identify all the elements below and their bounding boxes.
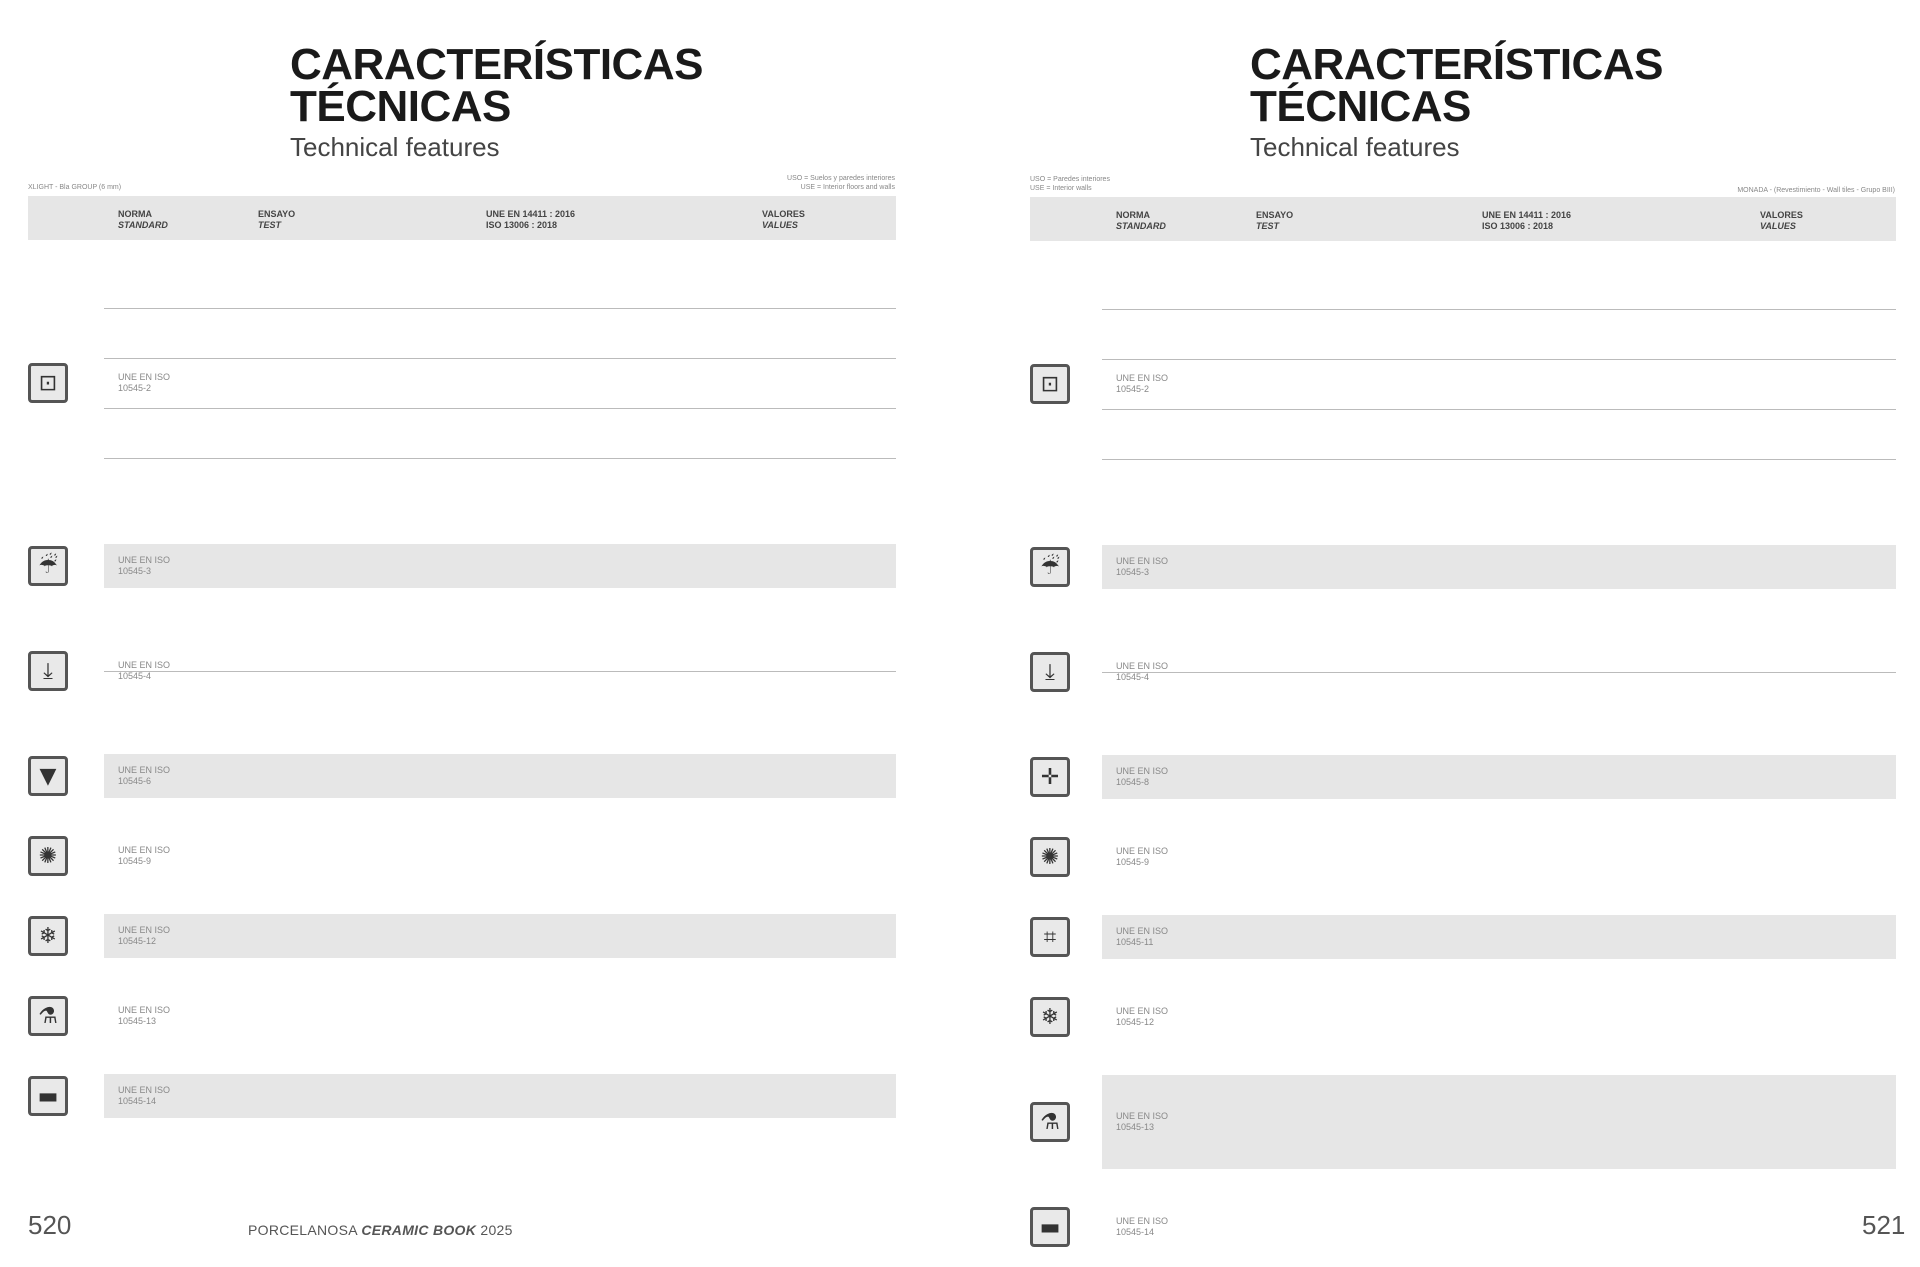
usage-note-line: USE = Interior walls <box>1030 185 1092 192</box>
table-row <box>1102 459 1896 509</box>
norma-line: 10545-6 <box>118 776 152 786</box>
norma-label <box>1116 766 1168 788</box>
table-row <box>104 358 896 409</box>
table-row <box>104 834 896 878</box>
footer-brand <box>248 1222 513 1238</box>
table-row-group <box>28 606 896 736</box>
table-row <box>1102 545 1896 589</box>
norma-line: UNE EN ISO <box>118 1085 171 1095</box>
table-row <box>1102 1122 1896 1169</box>
chemical-icon: ⚗ <box>28 996 68 1036</box>
product-note: MONADA - (Revestimiento - Wall tiles - Grupo BIII) <box>1737 187 1895 194</box>
norma-label <box>1116 846 1168 868</box>
table-row <box>104 994 896 1038</box>
usage-note <box>1030 175 1110 193</box>
table-row-group <box>1030 737 1896 817</box>
stain-icon: ▬ <box>28 1076 68 1116</box>
norma-line: UNE EN ISO <box>118 765 171 775</box>
norma-line: UNE EN ISO <box>118 555 171 565</box>
table-row-group <box>28 976 896 1056</box>
norma-label <box>1116 1216 1168 1238</box>
norma-line: UNE EN ISO <box>1116 1111 1169 1121</box>
norma-line: UNE EN ISO <box>118 925 171 935</box>
norma-line: UNE EN ISO <box>1116 846 1169 856</box>
thermal-shock-icon: ✺ <box>1030 837 1070 877</box>
table-row-group <box>28 736 896 816</box>
norma-line: 10545-9 <box>1116 857 1150 867</box>
table-row-group <box>28 240 896 526</box>
table-body <box>1030 241 1896 1267</box>
title-line-1: CARACTERÍSTICAS <box>1250 40 1663 89</box>
norma-label <box>1116 373 1168 395</box>
stain-icon: ▬ <box>1030 1207 1070 1247</box>
norma-line: 10545-14 <box>1116 1227 1155 1237</box>
table-row <box>104 754 896 798</box>
page-title <box>290 40 703 131</box>
table-row-group <box>1030 527 1896 607</box>
usage-note-line: USO = Suelos y paredes interiores <box>787 175 895 182</box>
table-row-group <box>1030 607 1896 737</box>
abrasion-icon: ▼ <box>28 756 68 796</box>
table-row-group <box>28 1056 896 1136</box>
book-name: CERAMIC BOOK <box>361 1222 477 1238</box>
norma-line: 10545-3 <box>1116 567 1150 577</box>
dimension-icon: ⊡ <box>28 363 68 403</box>
page-subtitle: Technical features <box>1250 132 1460 162</box>
norma-line: 10545-13 <box>1116 1122 1155 1132</box>
header-ensayo: ENSAYO TEST <box>1256 210 1294 231</box>
features-table <box>28 196 896 1136</box>
norma-line: 10545-2 <box>1116 384 1150 394</box>
norma-line: UNE EN ISO <box>118 845 171 855</box>
table-row-group <box>28 816 896 896</box>
table-body <box>28 240 896 1136</box>
norma-line: 10545-9 <box>118 856 152 866</box>
title-line-1: CARACTERÍSTICAS <box>290 40 703 89</box>
table-row <box>1102 995 1896 1039</box>
page-title <box>1250 40 1663 131</box>
norma-line: 10545-13 <box>118 1016 157 1026</box>
dimension-icon: ⊡ <box>1030 364 1070 404</box>
norma-label <box>118 925 170 947</box>
table-row <box>104 914 896 958</box>
table-row <box>1102 915 1896 959</box>
header-une: UNE EN 14411 : 2016 ISO 13006 : 2018 <box>486 209 576 230</box>
norma-label <box>118 372 170 394</box>
table-row <box>104 458 896 508</box>
table-row-group <box>1030 897 1896 977</box>
title-line-2: TÉCNICAS <box>1250 82 1471 131</box>
page-subtitle: Technical features <box>290 132 500 162</box>
table-row <box>1102 672 1896 719</box>
book-year: 2025 <box>480 1222 513 1238</box>
table-row <box>1102 309 1896 360</box>
norma-line: UNE EN ISO <box>1116 1216 1169 1226</box>
table-row <box>1102 755 1896 799</box>
table-row <box>104 308 896 359</box>
frost-icon: ❄ <box>28 916 68 956</box>
table-row <box>104 624 896 672</box>
norma-label <box>118 845 170 867</box>
norma-line: 10545-12 <box>1116 1017 1155 1027</box>
bending-icon: ⤓ <box>28 651 68 691</box>
table-row <box>104 258 896 309</box>
bending-icon: ⤓ <box>1030 652 1070 692</box>
table-row <box>1102 259 1896 310</box>
header-valores: VALORES VALUES <box>762 209 805 230</box>
water-drops-icon: ☔ <box>1030 547 1070 587</box>
water-drops-icon: ☔ <box>28 546 68 586</box>
norma-line: UNE EN ISO <box>1116 1006 1169 1016</box>
norma-line: 10545-3 <box>118 566 152 576</box>
norma-line: UNE EN ISO <box>1116 556 1169 566</box>
norma-line: 10545-8 <box>1116 777 1150 787</box>
table-row-group <box>28 896 896 976</box>
header-norma: NORMA STANDARD <box>118 209 168 230</box>
norma-line: UNE EN ISO <box>1116 373 1169 383</box>
norma-line: 10545-11 <box>1116 937 1154 947</box>
page-number: 521 <box>1862 1210 1906 1240</box>
norma-line: UNE EN ISO <box>118 372 171 382</box>
norma-line: 10545-4 <box>118 671 152 681</box>
header-une: UNE EN 14411 : 2016 ISO 13006 : 2018 <box>1482 210 1572 231</box>
right-page <box>1000 0 1920 1257</box>
table-row <box>1102 409 1896 460</box>
norma-label <box>1116 1006 1168 1028</box>
norma-line: UNE EN ISO <box>1116 766 1169 776</box>
page-number: 520 <box>28 1210 72 1240</box>
product-note: XLIGHT - Bla GROUP (6 mm) <box>28 184 122 191</box>
features-table <box>1030 197 1896 1267</box>
norma-line: 10545-4 <box>1116 672 1150 682</box>
header-ensayo: ENSAYO TEST <box>258 209 296 230</box>
norma-label <box>118 1005 170 1027</box>
thermal-expansion-icon: ✛ <box>1030 757 1070 797</box>
thermal-shock-icon: ✺ <box>28 836 68 876</box>
norma-label <box>1116 556 1168 578</box>
norma-line: UNE EN ISO <box>118 1005 171 1015</box>
norma-label <box>118 660 170 682</box>
brand-name: PORCELANOSA <box>248 1222 358 1238</box>
norma-label <box>118 765 170 787</box>
norma-line: UNE EN ISO <box>1116 926 1169 936</box>
norma-line: 10545-2 <box>118 383 152 393</box>
left-page <box>0 0 960 1257</box>
norma-label <box>1116 661 1168 683</box>
table-row-group <box>28 526 896 606</box>
header-norma: NORMA STANDARD <box>1116 210 1166 231</box>
norma-line: 10545-14 <box>118 1096 157 1106</box>
table-header <box>1030 197 1896 241</box>
norma-line: UNE EN ISO <box>118 660 171 670</box>
norma-label <box>118 555 170 577</box>
norma-label <box>1116 1111 1168 1133</box>
table-row <box>104 408 896 459</box>
table-row-group <box>1030 1057 1896 1187</box>
table-row <box>104 544 896 588</box>
table-row <box>1102 1075 1896 1123</box>
crazing-icon: ⌗ <box>1030 917 1070 957</box>
table-row-group <box>1030 241 1896 527</box>
chemical-icon: ⚗ <box>1030 1102 1070 1142</box>
table-row-group <box>1030 817 1896 897</box>
usage-note <box>700 174 895 192</box>
table-row <box>1102 359 1896 410</box>
table-row-group <box>1030 1187 1896 1267</box>
title-line-2: TÉCNICAS <box>290 82 511 131</box>
header-valores: VALORES VALUES <box>1760 210 1803 231</box>
frost-icon: ❄ <box>1030 997 1070 1037</box>
table-row <box>104 671 896 718</box>
table-row <box>1102 1205 1896 1249</box>
table-row <box>1102 835 1896 879</box>
norma-label <box>1116 926 1168 948</box>
norma-line: UNE EN ISO <box>1116 661 1169 671</box>
table-row <box>104 1074 896 1118</box>
table-row-group <box>1030 977 1896 1057</box>
table-header <box>28 196 896 240</box>
norma-line: 10545-12 <box>118 936 157 946</box>
table-row <box>1102 625 1896 673</box>
usage-note-line: USO = Paredes interiores <box>1030 176 1110 183</box>
norma-label <box>118 1085 170 1107</box>
usage-note-line: USE = Interior floors and walls <box>800 184 895 191</box>
